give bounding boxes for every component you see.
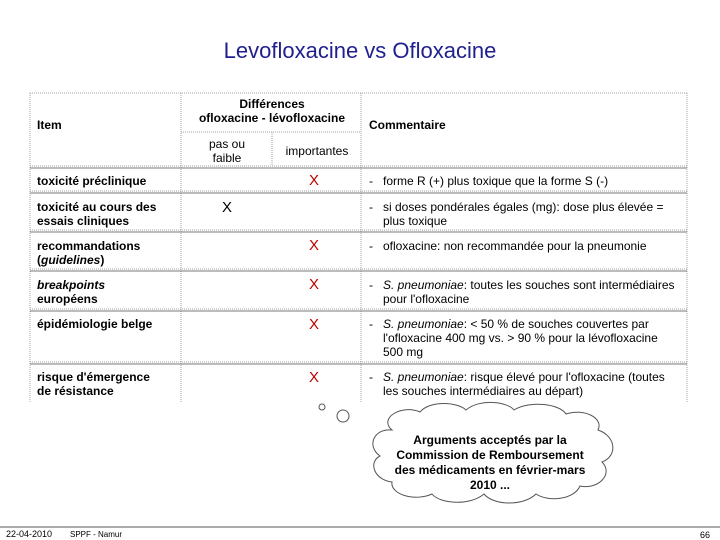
row-comment-line1 xyxy=(383,370,665,384)
footer-date: 22-04-2010 xyxy=(6,529,53,539)
paren-open: ( xyxy=(37,253,41,267)
subheader-low xyxy=(185,137,269,165)
row-dash: - xyxy=(369,317,373,331)
footer-org: SPPF - Namur xyxy=(70,530,123,539)
mark-low: X xyxy=(222,199,233,216)
row-comment-line3: 500 mg xyxy=(383,345,424,359)
header-item: Item xyxy=(37,118,62,132)
row-dash: - xyxy=(369,200,373,214)
bubble-line3: des médicaments en février-mars xyxy=(394,463,586,477)
row-comment-line2: plus toxique xyxy=(383,214,448,228)
mark-high: X xyxy=(309,237,320,254)
mark-high: X xyxy=(309,369,320,386)
row-dash: - xyxy=(369,174,373,188)
mark-high: X xyxy=(309,172,320,189)
row-item xyxy=(37,239,140,267)
subheader-low-line2: faible xyxy=(212,151,242,165)
subheader-high: importantes xyxy=(285,144,349,158)
row-comment-text: : toutes les souches sont intermédiaires xyxy=(463,278,675,292)
bubble-line4: 2010 ... xyxy=(469,478,511,492)
footer-page-number: 66 xyxy=(700,530,711,540)
row-item xyxy=(37,278,105,306)
row-comment xyxy=(383,370,665,398)
row-comment: forme R (+) plus toxique que la forme S (-) xyxy=(383,174,609,188)
paren-close: ) xyxy=(100,253,105,267)
header-differences xyxy=(185,97,359,125)
mark-high: X xyxy=(309,316,320,333)
header-differences-line2: ofloxacine - lévofloxacine xyxy=(198,111,346,125)
row-item-line1: recommandations xyxy=(37,239,141,253)
row-comment-line1: si doses pondérales égales (mg): dose plus élevée = xyxy=(383,200,664,214)
row-item-line2: européens xyxy=(37,292,98,306)
species-name: S. pneumoniae xyxy=(383,278,464,292)
row-comment-line1 xyxy=(383,317,658,331)
row-item-line2 xyxy=(37,253,140,267)
row-item-line2: de résistance xyxy=(37,384,114,398)
row-comment-line2: l'ofloxacine 400 mg vs. > 90 % pour la lévofloxacine xyxy=(383,331,658,345)
mark-high: X xyxy=(309,276,320,293)
row-item xyxy=(37,200,156,228)
row-comment: ofloxacine: non recommandée pour la pneumonie xyxy=(383,239,647,253)
row-comment-line2: pour l'ofloxacine xyxy=(383,292,470,306)
species-name: S. pneumoniae xyxy=(383,317,464,331)
thought-bubble-text xyxy=(388,433,592,493)
row-item-italic: breakpoints xyxy=(37,278,106,292)
page-title: Levofloxacine vs Ofloxacine xyxy=(223,38,497,63)
row-dash: - xyxy=(369,239,373,253)
row-item-line1: risque d'émergence xyxy=(37,370,150,384)
header-commentaire: Commentaire xyxy=(369,118,446,132)
bubble-line2: Commission de Remboursement xyxy=(396,448,584,462)
row-comment-line2: les souches intermédiaires au départ) xyxy=(383,384,584,398)
row-item-line2: essais cliniques xyxy=(37,214,130,228)
subheader-low-line1: pas ou xyxy=(208,137,246,151)
row-comment-line1 xyxy=(383,278,675,292)
row-item xyxy=(37,370,150,398)
row-item: toxicité préclinique xyxy=(37,174,147,188)
row-item-italic: guidelines xyxy=(41,253,101,267)
row-comment xyxy=(383,278,675,306)
row-comment-text: : < 50 % de souches couvertes par xyxy=(463,317,649,331)
row-item-line1: toxicité au cours des xyxy=(37,200,157,214)
row-item-line1 xyxy=(37,278,105,292)
row-comment xyxy=(383,317,658,359)
row-dash: - xyxy=(369,370,373,384)
row-item: épidémiologie belge xyxy=(37,317,153,331)
row-comment-text: : risque élevé pour l'ofloxacine (toutes xyxy=(463,370,665,384)
species-name: S. pneumoniae xyxy=(383,370,464,384)
row-dash: - xyxy=(369,278,373,292)
bubble-line1: Arguments acceptés par la xyxy=(413,433,567,447)
row-comment xyxy=(383,200,664,228)
header-differences-line1: Différences xyxy=(239,97,305,111)
